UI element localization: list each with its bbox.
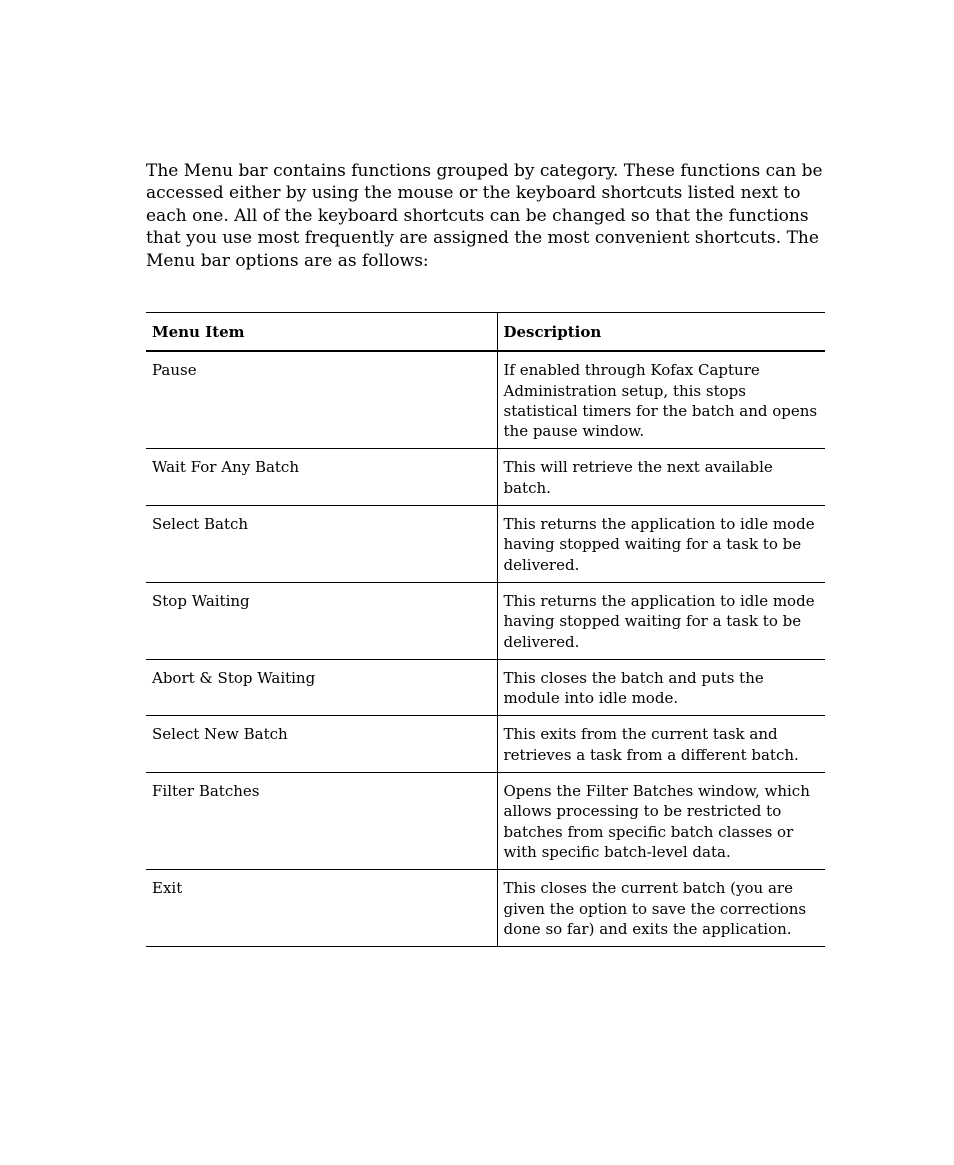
table-header-row	[146, 313, 825, 352]
table-row	[146, 716, 825, 773]
menu-item-cell: Wait For Any Batch	[146, 449, 497, 506]
description-cell: This closes the current batch (you are given the option to save the corrections done so far) and exits the application.	[497, 870, 825, 947]
header-description: Description	[497, 313, 825, 352]
intro-paragraph: The Menu bar contains functions grouped by category. These functions can be accessed either by using the mouse or the keyboard shortcuts listed next to each one. All of the keyboard shortcuts can be changed so that the functions that you use most frequently are assigned the most convenient shortcuts. The Menu bar options are as follows:	[146, 161, 823, 271]
description-cell: This closes the batch and puts the module into idle mode.	[497, 659, 825, 716]
menu-item-cell: Filter Batches	[146, 773, 497, 870]
table-row	[146, 870, 825, 947]
menu-bar-options-table	[146, 312, 825, 947]
table-row	[146, 506, 825, 583]
menu-item-cell: Pause	[146, 351, 497, 449]
table-row	[146, 449, 825, 506]
menu-item-cell: Abort & Stop Waiting	[146, 659, 497, 716]
menu-item-cell: Select New Batch	[146, 716, 497, 773]
description-cell: This exits from the current task and retrieves a task from a different batch.	[497, 716, 825, 773]
menu-item-cell: Exit	[146, 870, 497, 947]
header-menu-item: Menu Item	[146, 313, 497, 352]
table-row	[146, 582, 825, 659]
menu-item-cell: Select Batch	[146, 506, 497, 583]
table-row	[146, 659, 825, 716]
table-row	[146, 773, 825, 870]
description-cell: This will retrieve the next available batch.	[497, 449, 825, 506]
description-cell: This returns the application to idle mode having stopped waiting for a task to be delivered.	[497, 506, 825, 583]
table-row	[146, 351, 825, 449]
menu-item-cell: Stop Waiting	[146, 582, 497, 659]
description-cell: This returns the application to idle mode having stopped waiting for a task to be delivered.	[497, 582, 825, 659]
description-cell: Opens the Filter Batches window, which allows processing to be restricted to batches from specific batch classes or with specific batch-level data.	[497, 773, 825, 870]
description-cell: If enabled through Kofax Capture Administration setup, this stops statistical timers for the batch and opens the pause window.	[497, 351, 825, 449]
